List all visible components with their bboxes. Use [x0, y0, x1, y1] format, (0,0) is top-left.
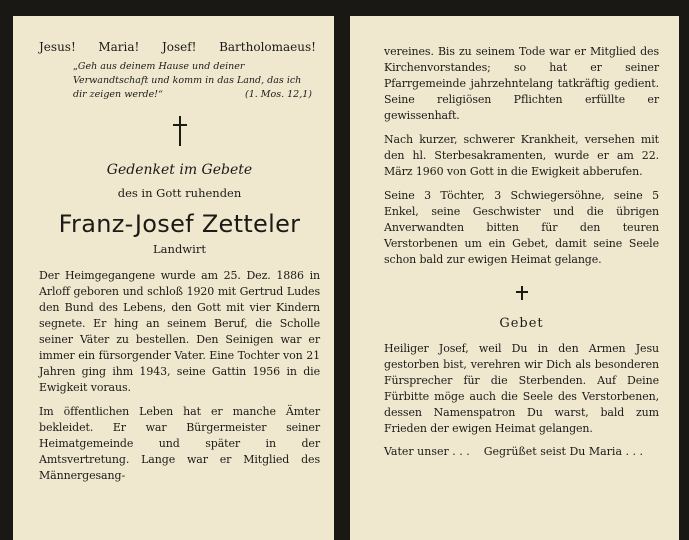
continuation-paragraph: vereines. Bis zu seinem Tode war er Mitglied des Kirchenvorstandes; so hat er seiner Pfarrgemeinde jahrzehntelang tatkräftig gedient. Seine religiösen Pflichten erfüllte er gewissenhaft. — [384, 45, 659, 122]
public-life-paragraph: Im öffentlichen Leben hat er manche Ämter bekleidet. Er war Bürgermeister seiner Heimatgemeinde und später in der Amtsvertretung. Lange war er Mitglied des Männergesang- — [39, 405, 320, 482]
closing-prayers — [384, 445, 659, 458]
cross-icon — [173, 116, 187, 146]
deceased-name: Franz-Josef Zetteler — [58, 210, 301, 238]
motto-reference: (1. Mos. 12,1) — [244, 89, 312, 100]
closing-hail-mary: Gegrüßet seist Du Maria . . . — [483, 445, 643, 458]
biography-paragraph: Der Heimgegangene wurde am 25. Dez. 1886 in Arloff geboren und schloß 1920 mit Gertrud Ludes den Bund des Lebens, den Gott mit vier Kindern segnete. Er hing an seinem Beruf, die Scholle seiner Väter zu bestellen. Den Seinigen war er immer ein fürsorgender Vater. Eine Tochter von 21 Jahren ging ihm 1943, seine Gattin 1956 in die Ewigkeit voraus. — [39, 269, 320, 394]
closing-our-father: Vater unser . . . — [384, 445, 470, 458]
prayer-text: Heiliger Josef, weil Du in den Armen Jesu gestorben bist, verehren wir Dich als besonderen Fürsprecher für die Sterbenden. Auf Deine Fürbitte möge auch die Seele des Verstorbenen, dessen Namenspatron Du warst, bald zum Frieden der ewigen Heimat gelangen. — [384, 342, 659, 435]
death-paragraph: Nach kurzer, schwerer Krankheit, versehen mit den hl. Sterbesakramenten, wurde er am 22. März 1960 von Gott in die Ewigkeit abberufen. — [384, 133, 659, 178]
pray-heading: Gedenket im Gebete — [106, 162, 253, 178]
motto-text: „Geh aus deinem Hause und deiner Verwandtschaft und komm in das Land, das ich dir zeigen werde!“ — [73, 61, 302, 100]
memorial-card-left-page — [13, 16, 334, 540]
cross-icon — [516, 286, 528, 300]
bible-motto — [73, 60, 320, 102]
resting-line: des in Gott ruhenden — [117, 186, 242, 200]
saint-maria: Maria! — [98, 40, 140, 54]
saints-invocation — [39, 40, 320, 54]
memorial-card-right-page — [350, 16, 679, 540]
saint-bartholomaeus: Bartholomaeus! — [219, 40, 316, 54]
saint-josef: Josef! — [161, 40, 197, 54]
occupation: Landwirt — [153, 242, 206, 256]
family-paragraph: Seine 3 Töchter, 3 Schwiegersöhne, seine 5 Enkel, seine Geschwister und die übrigen Anverwandten bitten für den teuren Verstorbenen um ein Gebet, damit seine Seele schon bald zur ewigen Heimat gelange. — [384, 189, 659, 266]
saint-jesus: Jesus! — [39, 40, 76, 54]
prayer-heading: Gebet — [499, 316, 544, 331]
